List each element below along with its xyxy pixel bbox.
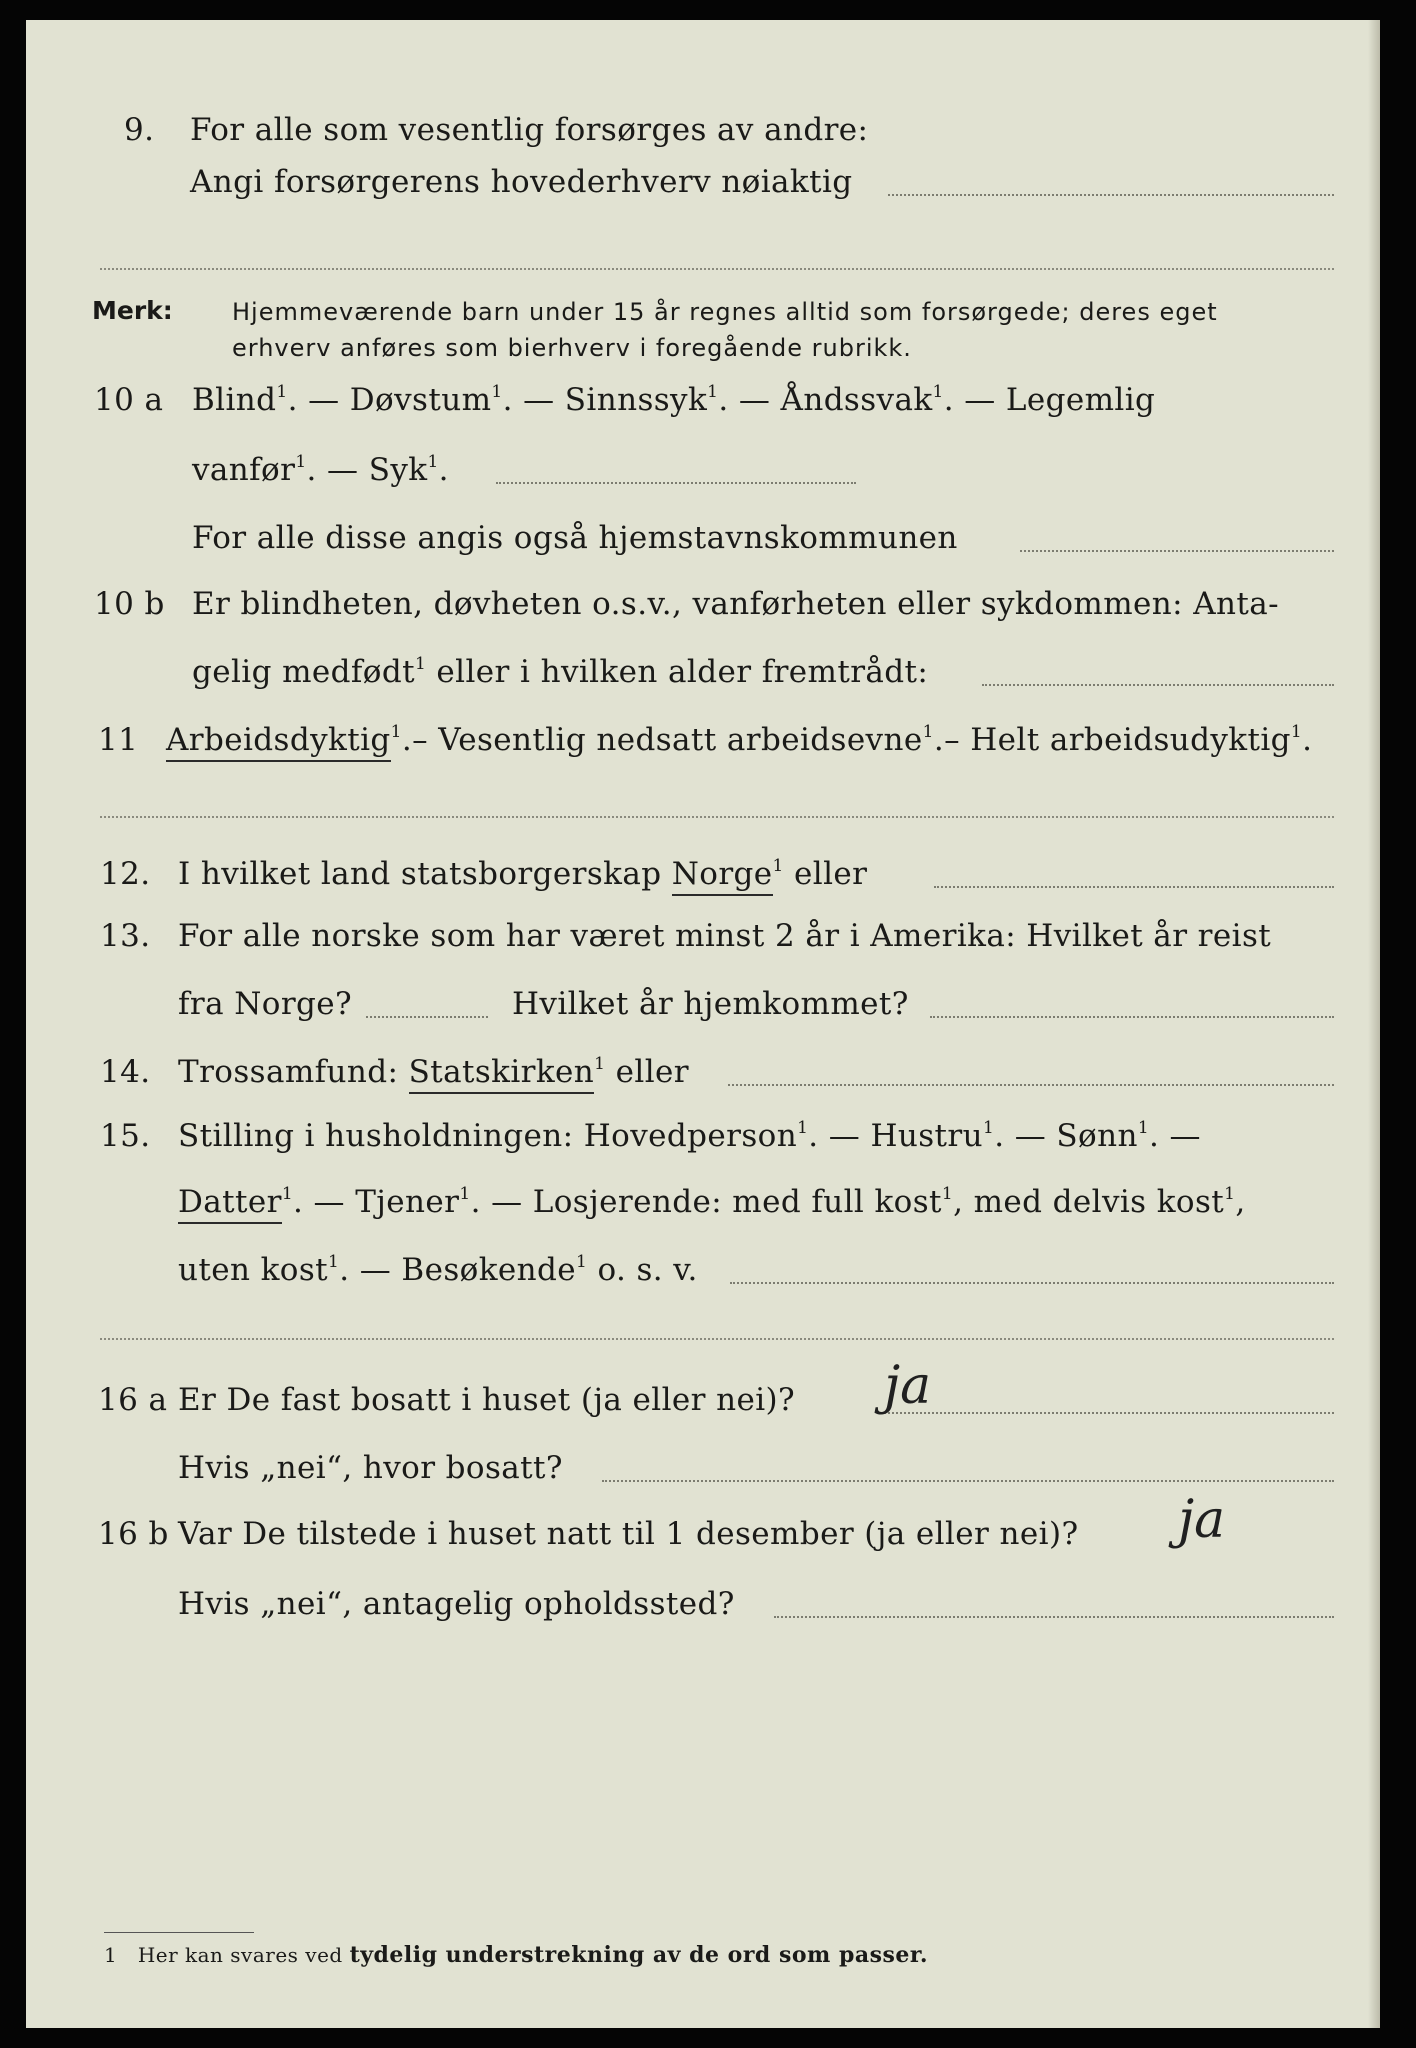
question-text: Er blindheten, døvheten o.s.v., vanførheten eller sykdommen: Anta- [192,586,1279,622]
question-text: Datter$^1$. — Tjener$^1$. — Losjerende: med full kost$^1$, med delvis kost$^1$, [178,1184,1246,1220]
question-number: 14. [100,1054,151,1090]
question-text: For alle disse angis også hjemstavnskommunen [192,520,958,556]
answer-line[interactable] [496,482,856,484]
answer-norge-selected[interactable]: Norge [672,856,773,896]
question-number: 9. [124,112,155,148]
answer-line-reist[interactable] [366,1016,488,1018]
note-text: Hjemmeværende barn under 15 år regnes alltid som forsørgede; deres eget [232,298,1218,326]
answer-line[interactable] [880,1412,1334,1414]
option-blind[interactable]: Blind$^1$. — Døvstum$^1$. — Sinnssyk$^1$. — Åndssvak$^1$. — Legemlig [192,382,1156,418]
question-text: For alle norske som har været minst 2 år i Amerika: Hvilket år reist [178,918,1272,954]
answer-line[interactable] [728,1084,1334,1086]
footnote-text: Her kan svares ved [137,1943,350,1967]
question-number: 10 b [94,586,165,622]
option-udyktig[interactable]: .– Helt arbeidsudyktig [933,722,1291,758]
footnote-text-bold: tydelig understrekning av de ord som passer. [349,1942,929,1968]
question-text: Hvis „nei“, antagelig opholdssted? [178,1586,735,1622]
answer-line[interactable] [730,1282,1334,1284]
answer-line[interactable] [602,1480,1334,1482]
answer-line-hjemkommet[interactable] [930,1016,1334,1018]
question-text: Trossamfund: Statskirken$^1$ eller [178,1054,689,1090]
question-text: uten kost$^1$. — Besøkende$^1$ o. s. v. [178,1252,698,1288]
answer-line[interactable] [774,1616,1334,1618]
answer-line[interactable] [934,886,1334,888]
question-text: Er De fast bosatt i huset (ja eller nei)? [178,1382,796,1418]
note-label: Merk: [92,296,173,325]
question-number: 11 [98,722,139,758]
option-arbeidsdyktig-selected[interactable]: Arbeidsdyktig [166,722,391,762]
question-number: 13. [100,918,151,954]
answer-line[interactable] [1020,550,1334,552]
answer-line[interactable] [982,684,1334,686]
question-number: 15. [100,1118,151,1154]
section-separator [100,268,1334,270]
page-edge-shadow [1368,20,1380,2028]
question-text: fra Norge? [178,986,353,1022]
answer-statskirken-selected[interactable]: Statskirken [409,1054,595,1094]
footnote-rule [104,1932,254,1933]
question-text: vanfør$^1$. — Syk$^1$. [192,452,449,488]
note-text: erhverv anføres som bierhverv i foregående rubrikk. [232,334,912,362]
footnote [104,1942,928,1968]
question-number: 16 a [98,1382,168,1418]
question-text: Stilling i husholdningen: Hovedperson$^1$. — Hustru$^1$. — Sønn$^1$. — [178,1118,1201,1154]
section-separator [100,816,1334,818]
answer-line[interactable] [888,194,1334,196]
question-text [192,382,1334,418]
question-text: Var De tilstede i huset natt til 1 desember (ja eller nei)? [178,1516,1079,1552]
question-number: 10 a [94,382,164,418]
question-text: For alle som vesentlig forsørges av andre: [190,112,869,148]
handwritten-answer-ja[interactable]: ja [1178,1490,1226,1550]
question-text: I hvilket land statsborgerskap Norge$^1$ eller [178,856,867,892]
handwritten-answer-ja[interactable]: ja [884,1356,932,1416]
question-text: Hvilket år hjemkommet? [512,986,909,1022]
question-text: Angi forsørgerens hovederhverv nøiaktig [190,164,853,200]
question-number: 12. [100,856,151,892]
question-text: Hvis „nei“, hvor bosatt? [178,1450,563,1486]
question-number: 16 b [98,1516,169,1552]
option-nedsatt[interactable]: .– Vesentlig nedsatt arbeidsevne [401,722,923,758]
answer-datter-selected[interactable]: Datter [178,1184,282,1224]
census-form-page [26,20,1380,2028]
section-separator [100,1338,1334,1340]
question-text: Arbeidsdyktig$^1$.– Vesentlig nedsatt arbeidsevne$^1$.– Helt arbeidsudyktig$^1$. [166,722,1312,758]
question-text: gelig medfødt$^1$ eller i hvilken alder fremtrådt: [192,654,929,690]
footnote-number: 1 [104,1943,118,1967]
